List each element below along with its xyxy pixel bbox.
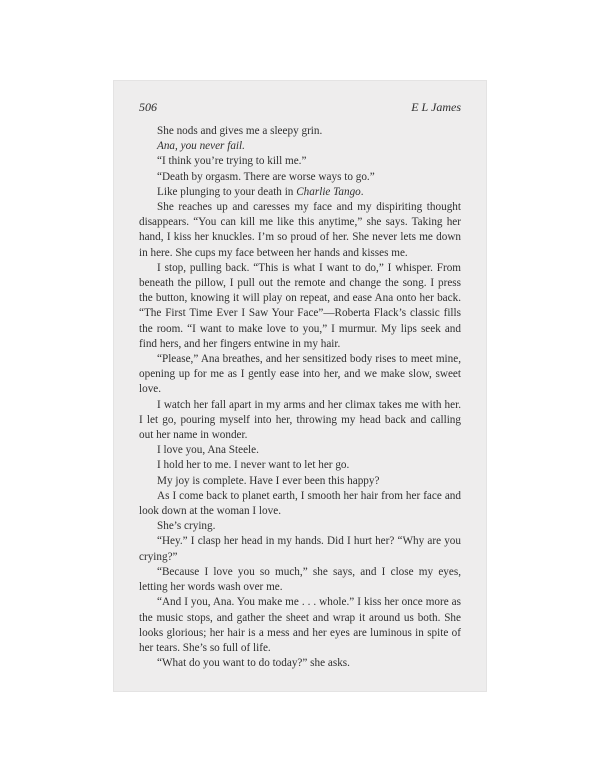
paragraph: I hold her to me. I never want to let her go. (157, 459, 350, 472)
paragraph: I love you, Ana Steele. (157, 444, 259, 457)
page-number: 506 (139, 100, 157, 114)
paragraph: I watch her fall apart in my arms and her climax takes me with her. I let go, pouring myself into her, throwing my head back and calling out her name in wonder. (139, 398, 461, 442)
paragraph: “I think you’re trying to kill me.” (157, 155, 307, 168)
paragraph: “Hey.” I clasp her head in my hands. Did I hurt her? “Why are you crying?” (139, 535, 461, 563)
paragraph: My joy is complete. Have I ever been this happy? (157, 474, 380, 487)
paragraph: Like plunging to your death in Charlie Tango. (157, 185, 364, 198)
paragraph: I stop, pulling back. “This is what I want to do,” I whisper. From beneath the pillow, I pull out the remote and change the song. I press the button, knowing it will play on repeat, and ease Ana onto her back. “The First Time Ever I Saw Your Face”—Roberta Flack’s classic fills the room. “I want to make love to you,” I murmur. My lips seek and find hers, and her fingers entwine in my hair. (139, 261, 461, 350)
paragraph: “Death by orgasm. There are worse ways to go.” (157, 170, 375, 183)
body-text (139, 124, 461, 671)
paragraph: As I come back to planet earth, I smooth her hair from her face and look down at the woman I love. (139, 489, 461, 518)
paragraph (139, 139, 461, 154)
paragraph: “Because I love you so much,” she says, and I close my eyes, letting her words wash over me. (139, 565, 461, 594)
paragraph: She nods and gives me a sleepy grin. (157, 125, 323, 137)
paragraph: She’s crying. (157, 520, 216, 533)
italic-thought: Ana, you never fail. (157, 140, 245, 153)
paragraph: “And I you, Ana. You make me . . . whole.” I kiss her once more as the music stops, and gather the sheet and wrap it around us both. She looks glorious; her hair is a mess and her eyes are luminous in spite of her tears. She’s so full of life. (139, 596, 461, 654)
running-head-author: E L James (411, 100, 461, 114)
book-page (113, 80, 487, 692)
paragraph: “Please,” Ana breathes, and her sensitized body rises to meet mine, opening up for me as I gently ease into her, and we make slow, sweet love. (139, 353, 461, 396)
paragraph: “What do you want to do today?” she asks. (157, 657, 350, 670)
paragraph: She reaches up and caresses my face and my dispiriting thought disappears. “You can kill me like this anytime,” she says. Taking her hand, I kiss her knuckles. I’m so proud of her. She never lets me down in here. She cups my face between her hands and kisses me. (139, 201, 461, 259)
page-header (139, 100, 461, 116)
italic-name: Charlie Tango (296, 185, 361, 198)
